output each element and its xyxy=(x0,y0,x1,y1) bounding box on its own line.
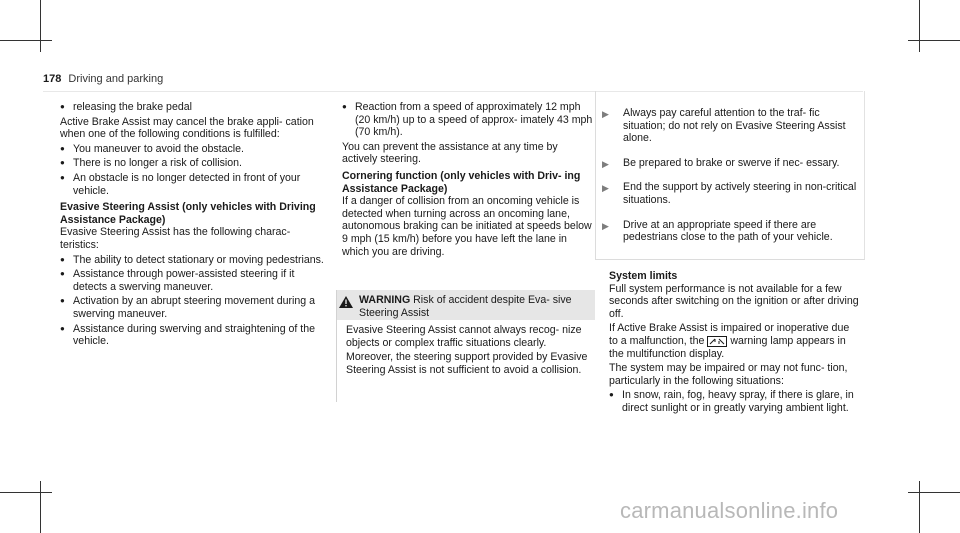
top-bullet-list xyxy=(60,101,328,114)
paragraph: Evasive Steering Assist has the following charac- teristics: xyxy=(60,226,291,251)
speed-bullet-list xyxy=(342,101,594,139)
tips-box xyxy=(595,91,865,260)
characteristics-list xyxy=(60,254,328,348)
crop-mark xyxy=(919,0,920,52)
section-title: Driving and parking xyxy=(68,73,164,85)
tip-item: ▶ Always pay careful attention to the traf- fic situation; do not rely on Evasive Steering Assist alone. xyxy=(602,107,846,145)
tip-item: ▶ Drive at an appropriate speed if there are pedestrians close to the path of your vehicle. xyxy=(602,218,833,244)
warning-title: Risk of accident despite Eva- sive Steering Assist xyxy=(359,294,572,319)
bullet-icon: ● xyxy=(342,102,347,111)
list-item: ● The ability to detect stationary or moving pedestrians. xyxy=(60,253,324,266)
list-item: ● Assistance during swerving and straightening of the vehicle. xyxy=(60,322,316,348)
section-heading: System limits xyxy=(609,270,678,282)
bullet-icon: ● xyxy=(60,269,65,279)
crop-mark xyxy=(40,0,41,52)
limits-list xyxy=(609,389,859,414)
bullet-icon: ● xyxy=(60,143,65,153)
page-number: 178 xyxy=(43,73,62,85)
bullet-icon: ● xyxy=(60,296,65,306)
list-item: ● An obstacle is no longer detected in front of your vehicle. xyxy=(60,171,301,197)
list-item: ● Activation by an abrupt steering movement during a swerving maneuver. xyxy=(60,295,316,320)
warning-body xyxy=(337,320,595,376)
list-item: ● releasing the brake pedal xyxy=(60,101,192,113)
paragraph: Evasive Steering Assist cannot always recog- nize objects or complex traffic situations clearly. xyxy=(346,324,582,349)
list-item: ● In snow, rain, fog, heavy spray, if there is glare, in direct sunlight or in greatly varying ambient light. xyxy=(609,389,854,414)
bullet-icon: ● xyxy=(60,323,65,333)
section-heading: Cornering function (only vehicles with Driv- ing Assistance Package) xyxy=(342,169,581,195)
watermark: carmanualsonline.info xyxy=(620,498,839,523)
warning-triangle-icon xyxy=(339,296,353,308)
warning-label: WARNING xyxy=(359,294,411,306)
list-item: ● You maneuver to avoid the obstacle. xyxy=(60,142,244,155)
warning-header xyxy=(337,290,595,320)
column-2 xyxy=(342,101,594,260)
bullet-icon: ● xyxy=(60,254,65,264)
column-1 xyxy=(60,101,328,350)
play-arrow-icon: ▶ xyxy=(602,183,609,194)
paragraph: If Active Brake Assist is impaired or inoperative due to a malfunction, the warning lamp appears in the multifunction display. xyxy=(609,322,850,360)
crop-mark xyxy=(40,481,41,533)
play-arrow-icon: ▶ xyxy=(602,220,609,231)
crop-mark xyxy=(0,492,52,493)
paragraph: If a danger of collision from an oncoming vehicle is detected when turning across an oncoming lane, autonomous braking can be initiated at speeds below 9 mph (15 km/h) before you have left the lane in which you are driving. xyxy=(342,195,592,258)
bullet-icon: ● xyxy=(609,390,614,400)
bullet-icon: ● xyxy=(60,172,65,182)
paragraph: Moreover, the steering support provided by Evasive Steering Assist is not sufficient to avoid a collision. xyxy=(346,351,588,376)
list-item: ● There is no longer a risk of collision. xyxy=(60,157,242,170)
condition-list xyxy=(60,143,328,197)
brake-assist-warning-lamp-icon xyxy=(707,336,727,347)
crop-mark xyxy=(908,492,960,493)
tip-item: ▶ End the support by actively steering in non-critical situations. xyxy=(602,181,857,206)
column-3 xyxy=(609,270,859,417)
bullet-icon: ● xyxy=(60,158,65,168)
warning-box xyxy=(336,290,595,402)
play-arrow-icon: ▶ xyxy=(602,158,609,169)
paragraph: Active Brake Assist may cancel the brake appli- cation when one of the following conditions is fulfilled: xyxy=(60,115,314,141)
crop-mark xyxy=(919,481,920,533)
tip-item: ▶ Be prepared to brake or swerve if nec- essary. xyxy=(602,156,840,169)
crop-mark xyxy=(0,40,52,41)
paragraph: Full system performance is not available for a few seconds after switching on the ignition or after driving off. xyxy=(609,282,859,320)
bullet-icon: ● xyxy=(60,102,65,111)
crop-mark xyxy=(908,40,960,41)
section-heading: Evasive Steering Assist (only vehicles with Driving Assistance Package) xyxy=(60,201,316,226)
paragraph: The system may be impaired or may not func- tion, particularly in the following situations: xyxy=(609,362,848,387)
list-item: ● Assistance through power-assisted steering if it detects a swerving maneuver. xyxy=(60,268,295,293)
play-arrow-icon: ▶ xyxy=(602,109,609,119)
paragraph: You can prevent the assistance at any time by actively steering. xyxy=(342,140,558,166)
running-header xyxy=(43,73,163,86)
list-item: ● Reaction from a speed of approximately 12 mph (20 km/h) up to a speed of approx- imately 43 mph (70 km/h). xyxy=(342,101,593,139)
